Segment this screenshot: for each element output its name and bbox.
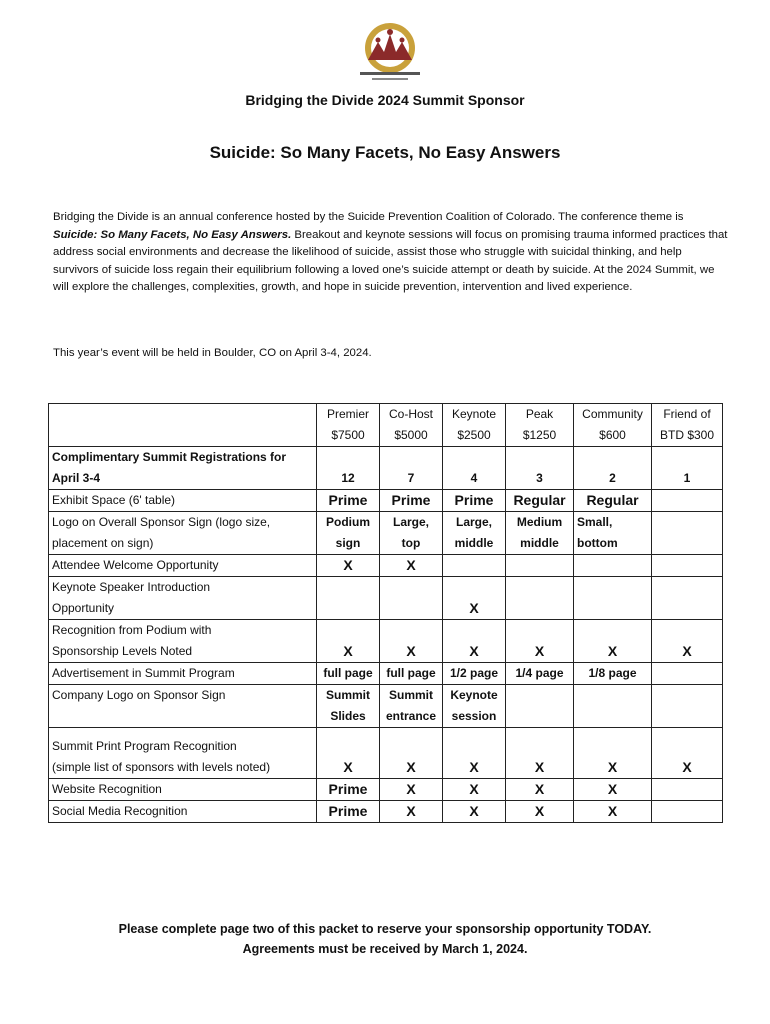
- document-title: Bridging the Divide 2024 Summit Sponsor: [245, 92, 525, 108]
- table-cell: X: [652, 728, 723, 779]
- table-cell: Summit Slides: [317, 685, 380, 728]
- row-advertisement: [49, 663, 723, 685]
- table-cell: 4: [443, 447, 506, 490]
- table-cell: 3: [506, 447, 574, 490]
- table-cell: X: [506, 779, 574, 801]
- table-cell: [652, 577, 723, 620]
- row-keynote-intro: [49, 577, 723, 620]
- event-details: This year’s event will be held in Boulder, CO on April 3-4, 2024.: [53, 347, 372, 359]
- table-cell: 1/8 page: [574, 663, 652, 685]
- table-cell: [317, 577, 380, 620]
- table-cell: X: [317, 555, 380, 577]
- table-cell: 1/4 page: [506, 663, 574, 685]
- table-cell: X: [506, 801, 574, 823]
- table-cell: [652, 779, 723, 801]
- table-cell: Prime: [317, 490, 380, 512]
- table-cell: [652, 512, 723, 555]
- table-cell: X: [380, 728, 443, 779]
- intro-paragraph: Bridging the Divide is an annual conference hosted by the Suicide Prevention Coalition of Colorado. The conference theme is Suicide: So Many Facets, No Easy Answers. Breakout and keynote sessions will focus on promising trauma informed practices that address social environments and decrease the likelihood of suicide, assist those who struggle with suicidal thinking, and help survivors of suicide loss regain their equilibrium following a loved one’s suicide attempt or death by suicide. At the 2024 Summit, we will explore the challenges, complexities, growth, and hope in suicide prevention, intervention and lived experience.: [53, 211, 728, 294]
- table-cell: X: [317, 620, 380, 663]
- row-label: Advertisement in Summit Program: [49, 663, 317, 685]
- tier-peak: Peak $1250: [506, 404, 574, 447]
- row-exhibit-space: [49, 490, 723, 512]
- table-cell: X: [574, 620, 652, 663]
- header-blank-cell: [49, 404, 317, 447]
- row-label: Website Recognition: [49, 779, 317, 801]
- theme-emphasis: Suicide: So Many Facets, No Easy Answers.: [53, 228, 292, 241]
- cta-line-1: Please complete page two of this packet to reserve your sponsorship opportunity TODAY.: [118, 922, 652, 936]
- table-cell: X: [317, 728, 380, 779]
- table-cell: [574, 555, 652, 577]
- row-website: [49, 779, 723, 801]
- table-cell: X: [443, 620, 506, 663]
- table-cell: X: [380, 779, 443, 801]
- row-label: Recognition from Podium with Sponsorship Levels Noted: [49, 620, 317, 663]
- table-cell: [574, 685, 652, 728]
- row-label: Summit Print Program Recognition (simple list of sponsors with levels noted): [49, 728, 317, 779]
- table-cell: Regular: [506, 490, 574, 512]
- table-cell: [506, 685, 574, 728]
- table-cell: X: [574, 801, 652, 823]
- table-cell: Prime: [317, 779, 380, 801]
- row-label: Social Media Recognition: [49, 801, 317, 823]
- table-cell: [574, 577, 652, 620]
- row-podium-recognition: [49, 620, 723, 663]
- row-registrations: [49, 447, 723, 490]
- table-cell: [652, 490, 723, 512]
- row-label: Company Logo on Sponsor Sign: [49, 685, 317, 728]
- tier-community: Community $600: [574, 404, 652, 447]
- table-cell: [652, 663, 723, 685]
- table-cell: Keynote session: [443, 685, 506, 728]
- table-cell: X: [380, 801, 443, 823]
- theme-title: Suicide: So Many Facets, No Easy Answers: [209, 143, 561, 162]
- table-cell: Medium middle: [506, 512, 574, 555]
- row-company-logo: [49, 685, 723, 728]
- table-cell: 7: [380, 447, 443, 490]
- table-cell: Small, bottom: [574, 512, 652, 555]
- row-label: Logo on Overall Sponsor Sign (logo size, placement on sign): [49, 512, 317, 555]
- table-cell: 1: [652, 447, 723, 490]
- table-cell: X: [380, 555, 443, 577]
- row-label: Keynote Speaker Introduction Opportunity: [49, 577, 317, 620]
- table-cell: X: [443, 577, 506, 620]
- tier-header-row: [49, 404, 723, 447]
- tier-cohost: Co-Host $5000: [380, 404, 443, 447]
- row-social-media: [49, 801, 723, 823]
- row-logo-sign: [49, 512, 723, 555]
- table-cell: Summit entrance: [380, 685, 443, 728]
- table-cell: [443, 555, 506, 577]
- table-cell: Prime: [443, 490, 506, 512]
- table-cell: [652, 685, 723, 728]
- table-cell: X: [380, 620, 443, 663]
- table-cell: Prime: [317, 801, 380, 823]
- table-cell: 12: [317, 447, 380, 490]
- table-cell: full page: [380, 663, 443, 685]
- table-cell: Podium sign: [317, 512, 380, 555]
- table-cell: [506, 555, 574, 577]
- table-cell: full page: [317, 663, 380, 685]
- table-cell: X: [506, 728, 574, 779]
- tier-friend: Friend of BTD $300: [652, 404, 723, 447]
- table-cell: X: [574, 728, 652, 779]
- row-attendee-welcome: [49, 555, 723, 577]
- table-cell: X: [652, 620, 723, 663]
- tier-premier: Premier $7500: [317, 404, 380, 447]
- table-cell: X: [506, 620, 574, 663]
- row-label: Attendee Welcome Opportunity: [49, 555, 317, 577]
- table-cell: Regular: [574, 490, 652, 512]
- table-cell: [380, 577, 443, 620]
- cta-line-2: Agreements must be received by March 1, 2024.: [242, 942, 528, 956]
- row-print-program: [49, 728, 723, 779]
- row-label: Complimentary Summit Registrations for April 3-4: [49, 447, 317, 490]
- tier-keynote: Keynote $2500: [443, 404, 506, 447]
- table-cell: [652, 801, 723, 823]
- table-cell: [506, 577, 574, 620]
- table-cell: 1/2 page: [443, 663, 506, 685]
- table-cell: X: [443, 801, 506, 823]
- coalition-logo-icon: [354, 22, 426, 84]
- table-cell: Large, top: [380, 512, 443, 555]
- table-cell: X: [443, 728, 506, 779]
- call-to-action: [0, 919, 770, 959]
- sponsorship-table: [48, 403, 723, 823]
- table-cell: [652, 555, 723, 577]
- table-cell: X: [443, 779, 506, 801]
- table-cell: 2: [574, 447, 652, 490]
- table-cell: X: [574, 779, 652, 801]
- table-cell: Prime: [380, 490, 443, 512]
- table-cell: Large, middle: [443, 512, 506, 555]
- row-label: Exhibit Space (6' table): [49, 490, 317, 512]
